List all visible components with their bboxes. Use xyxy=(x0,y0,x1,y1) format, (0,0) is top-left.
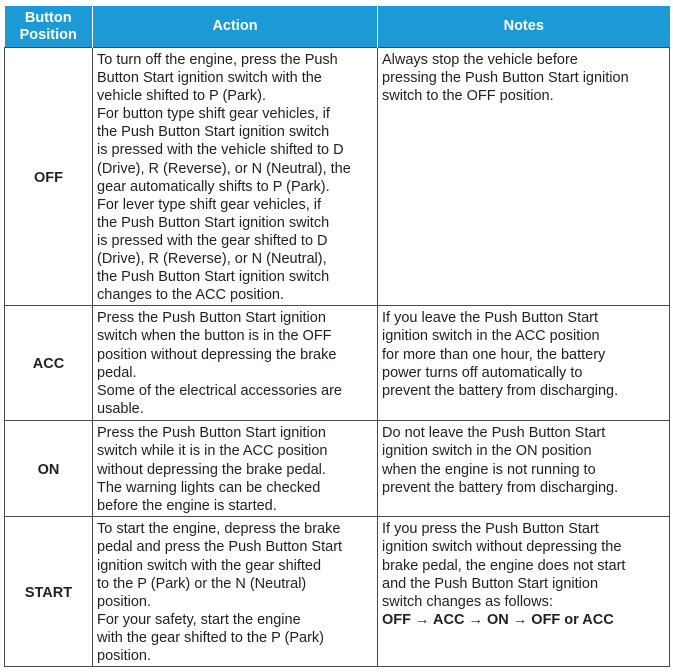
table-row xyxy=(5,48,670,306)
notes-cell: If you press the Push Button Start ignition switch without depressing the brake pedal, the engine does not start and the Push Button Start ignition switch changes as follows: OFF → ACC → ON → OFF or ACC xyxy=(378,517,670,667)
position-cell: ON xyxy=(5,421,93,517)
table-row xyxy=(5,517,670,667)
table-row xyxy=(5,306,670,421)
position-cell: ACC xyxy=(5,306,93,421)
action-cell: To start the engine, depress the brake pedal and press the Push Button Start ignition switch with the gear shifted to the P (Park) or the N (Neutral) position. For your safety, start the engine with the gear shifted to the P (Park) position. xyxy=(93,517,378,667)
action-cell: Press the Push Button Start ignition switch while it is in the ACC position without depressing the brake pedal. The warning lights can be checked before the engine is started. xyxy=(93,421,378,517)
notes-cell: Do not leave the Push Button Start ignition switch in the ON position when the engine is not running to prevent the battery from discharging. xyxy=(378,421,670,517)
position-cell: OFF xyxy=(5,48,93,306)
table-header-row xyxy=(5,6,670,48)
position-cell: START xyxy=(5,517,93,667)
switch-sequence: OFF → ACC → ON → OFF or ACC xyxy=(382,611,614,628)
header-button-position: Button Position xyxy=(5,6,93,48)
action-cell: To turn off the engine, press the Push Button Start ignition switch with the vehicle shifted to P (Park). For button type shift gear vehicles, if the Push Button Start ignition switch is pressed with the vehicle shifted to D (Drive), R (Reverse), or N (Neutral), the gear automatically shifts to P (Park). For lever type shift gear vehicles, if the Push Button Start ignition switch is pressed with the gear shifted to D (Drive), R (Reverse), or N (Neutral), the Push Button Start ignition switch changes to the ACC position. xyxy=(93,48,378,306)
action-cell: Press the Push Button Start ignition switch when the button is in the OFF position without depressing the brake pedal. Some of the electrical accessories are usable. xyxy=(93,306,378,421)
header-action: Action xyxy=(93,6,378,48)
notes-cell: If you leave the Push Button Start ignition switch in the ACC position for more than one hour, the battery power turns off automatically to prevent the battery from discharging. xyxy=(378,306,670,421)
header-notes: Notes xyxy=(378,6,670,48)
ignition-switch-table xyxy=(4,6,670,667)
notes-cell: Always stop the vehicle before pressing the Push Button Start ignition switch to the OFF position. xyxy=(378,48,670,306)
table-row xyxy=(5,421,670,517)
